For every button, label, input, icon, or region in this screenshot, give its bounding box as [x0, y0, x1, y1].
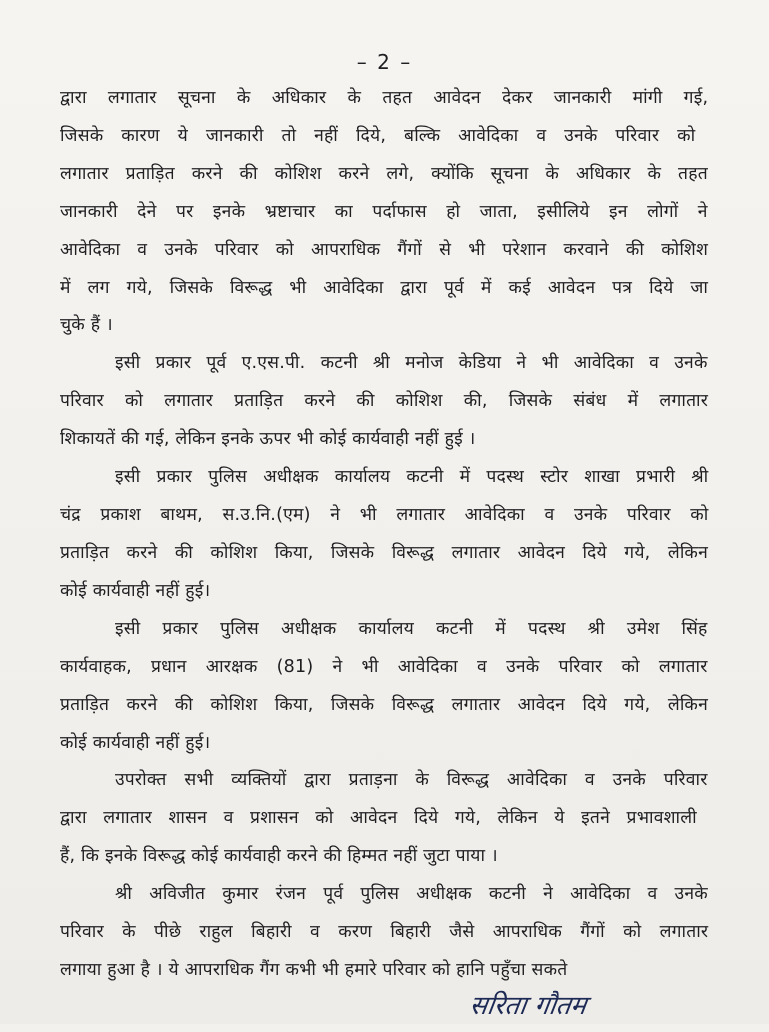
text-line: कार्यवाहक, प्रधान आरक्षक (81) ने भी आवेदिका व उनके परिवार को लगातार — [60, 657, 708, 677]
text-line: चंद्र प्रकाश बाथम, स.उ.नि.(एम) ने भी लगातार आवेदिका व उनके परिवार को — [60, 505, 709, 525]
text-line: प्रताड़ित करने की कोशिश किया, जिसके विरूद्ध लगातार आवेदन दिये गये, लेकिन — [60, 695, 708, 715]
text-line: चुके हैं । — [60, 315, 113, 335]
page-number: – 2 – — [356, 50, 413, 74]
text-line: परिवार को लगातार प्रताड़ित करने की कोशिश की, जिसके संबंध में लगातार — [60, 391, 709, 411]
text-line: जिसके कारण ये जानकारी तो नहीं दिये, बल्कि आवेदिका व उनके परिवार को — [60, 126, 696, 146]
text-line: कोई कार्यवाही नहीं हुई। — [60, 581, 211, 601]
paragraph-start-line: इसी प्रकार पुलिस अधीक्षक कार्यालय कटनी में पदस्थ श्री उमेश सिंह — [115, 619, 708, 639]
signature — [467, 986, 700, 1032]
text-line: परिवार के पीछे राहुल बिहारी व करण बिहारी जैसे आपराधिक गैंगों को लगातार — [60, 922, 709, 942]
signature-text: सरिता गौतम — [467, 991, 589, 1021]
text-line: जानकारी देने पर इनके भ्रष्टाचार का पर्दाफास हो जाता, इसीलिये इन लोगों ने — [60, 202, 708, 222]
text-line: द्वारा लगातार शासन व प्रशासन को आवेदन दिये गये, लेकिन ये इतने प्रभावशाली — [60, 808, 697, 828]
text-line: आवेदिका व उनके परिवार को आपराधिक गैंगों से भी परेशान करवाने की कोशिश — [60, 240, 709, 260]
text-line: शिकायतें की गई, लेकिन इनके ऊपर भी कोई कार्यवाही नहीं हुई । — [60, 429, 476, 449]
text-line: हैं, कि इनके विरूद्ध कोई कार्यवाही करने की हिम्मत नहीं जुटा पाया । — [60, 846, 498, 866]
text-line: द्वारा लगातार सूचना के अधिकार के तहत आवेदन देकर जानकारी मांगी गई, — [60, 88, 709, 108]
text-line: लगाया हुआ है । ये आपराधिक गैंग कभी भी हमारे परिवार को हानि पहुँचा सकते — [60, 960, 568, 980]
text-line: कोई कार्यवाही नहीं हुई। — [60, 733, 211, 753]
text-line: लगातार प्रताड़ित करने की कोशिश करने लगे, क्योंकि सूचना के अधिकार के तहत — [60, 164, 708, 184]
paragraph-start-line: श्री अविजीत कुमार रंजन पूर्व पुलिस अधीक्षक कटनी ने आवेदिका व उनके — [115, 884, 708, 904]
paragraph-start-line: उपरोक्त सभी व्यक्तियों द्वारा प्रताड़ना के विरूद्ध आवेदिका व उनके परिवार — [115, 770, 708, 790]
text-line: प्रताड़ित करने की कोशिश किया, जिसके विरूद्ध लगातार आवेदन दिये गये, लेकिन — [60, 543, 708, 563]
paragraph-start-line: इसी प्रकार पूर्व ए.एस.पी. कटनी श्री मनोज केडिया ने भी आवेदिका व उनके — [115, 353, 708, 373]
paragraph-start-line: इसी प्रकार पुलिस अधीक्षक कार्यालय कटनी में पदस्थ स्टोर शाखा प्रभारी श्री — [115, 467, 709, 487]
text-line: में लग गये, जिसके विरूद्ध भी आवेदिका द्वारा पूर्व में कई आवेदन पत्र दिये जा — [60, 278, 709, 298]
